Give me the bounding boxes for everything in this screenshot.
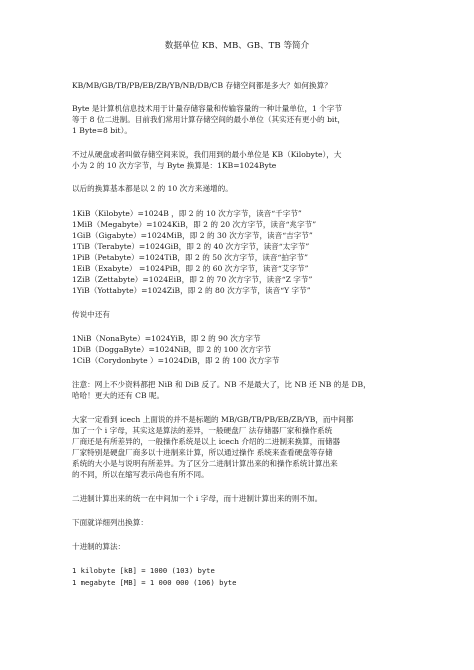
paragraph-line: 厂商还是有所差异的，一般操作系统是以上 icech 介绍的二进制来换算，而储器	[72, 437, 341, 446]
legend-unit-line: 1NiB（NonaByte）=1024YiB，即 2 的 90 次方字节	[72, 334, 261, 343]
decimal-unit-line: 1 megabyte [MB] = 1 000 000 (106) byte	[72, 578, 237, 587]
decimal-heading: 十进制的算法：	[72, 542, 126, 551]
detail-line: 下面就详细列出换算：	[72, 518, 148, 527]
disk-paragraph-line-2: 小为 2 的 10 次方字节，与 Byte 换算是：1KB=1024Byte	[72, 161, 277, 170]
unit-line: 1PiB（Petabyte）=1024TiB，即 2 的 50 次方字节，读音“拍字节”	[72, 253, 309, 262]
decimal-unit-line: 1 kilobyte [kB] = 1000 (103) byte	[72, 566, 215, 575]
paragraph-line: 厂家特别是硬盘厂商多以十进制来计算，所以通过操作 系统来查看硬盘等存储	[72, 448, 333, 457]
unit-line: 1GiB（Gigabyte）=1024MiB，即 2 的 30 次方字节，读音“吉字节”	[72, 231, 313, 240]
unit-line: 1EiB（Exabyte） =1024PiB，即 2 的 60 次方字节，读音“艾字节”	[72, 264, 309, 273]
unit-line: 1KiB（Kilobyte）=1024B ，即 2 的 10 次方字节，读音“千字节”	[72, 209, 302, 218]
byte-definition-line-1: Byte 是计算机信息技术用于计量存储容量和传输容量的一种计量单位，1 个字节	[72, 104, 343, 113]
note-line-1: 注意：网上不少资料都把 NiB 和 DiB 反了。NB 不是最大了，比 NB 还 NB 的是 DB，	[72, 380, 371, 389]
intro-question: KB/MB/GB/TB/PB/EB/ZB/YB/NB/DB/CB 存储空间都是多大？如何换算？	[72, 81, 332, 90]
unit-line: 1TiB（Terabyte）=1024GiB，即 2 的 40 次方字节，读音“太字节”	[72, 242, 310, 251]
document-title: 数据单位 KB、MB、GB、TB 等简介	[164, 41, 310, 51]
paragraph-line: 系统的大小是与说明有所差异。为了区分二进制计算出来的和操作系统计算出来	[72, 459, 338, 468]
paragraph-line: 的不同，所以在缩写表示尚也有所不同。	[72, 470, 209, 479]
disk-paragraph-line-1: 不过从硬盘或者叫做存储空间来说，我们用到的最小单位是 KB（Kilobyte），大	[72, 150, 342, 159]
unit-line: 1MiB（Megabyte）=1024KiB，即 2 的 20 次方字节，读音“兆字节”	[72, 220, 317, 229]
paragraph-line: 大家一定看到 icech 上面说的并不是标题的 MB/GB/TB/PB/EB/ZB/YB，而中间都	[72, 415, 354, 424]
note-line-2: 哈哈！更大的还有 CB 呢。	[72, 391, 165, 400]
binary-note: 二进制计算出来的统一在中间加一个 i 字母，而十进制计算出来的则不加。	[72, 494, 323, 503]
paragraph-line: 加了一个 i 字母，其实这是算法的差异，一般硬盘厂 法存储器厂家和操作系统	[72, 426, 333, 435]
legend-unit-line: 1DiB（DoggaByte）=1024NiB，即 2 的 100 次方字节	[72, 345, 271, 354]
unit-line: 1YiB（Yottabyte）=1024ZiB，即 2 的 80 次方字节，读音“Y 字节”	[72, 286, 311, 295]
byte-definition-line-2: 等于 8 位二进制。目前我们常用计算存储空间的最小单位（其实还有更小的 bit，	[72, 115, 346, 124]
increment-line: 以后的换算基本都是以 2 的 10 次方来递增的。	[72, 184, 233, 193]
unit-line: 1ZiB（Zettabyte）=1024EiB，即 2 的 70 次方字节，读音“Z 字节”	[72, 275, 313, 284]
legend-heading: 传说中还有	[72, 310, 110, 319]
legend-unit-line: 1CiB（Corydonbyte ）=1024DiB，即 2 的 100 次方字节	[72, 356, 280, 365]
byte-definition-line-3: 1 Byte=8 bit）。	[72, 126, 132, 135]
